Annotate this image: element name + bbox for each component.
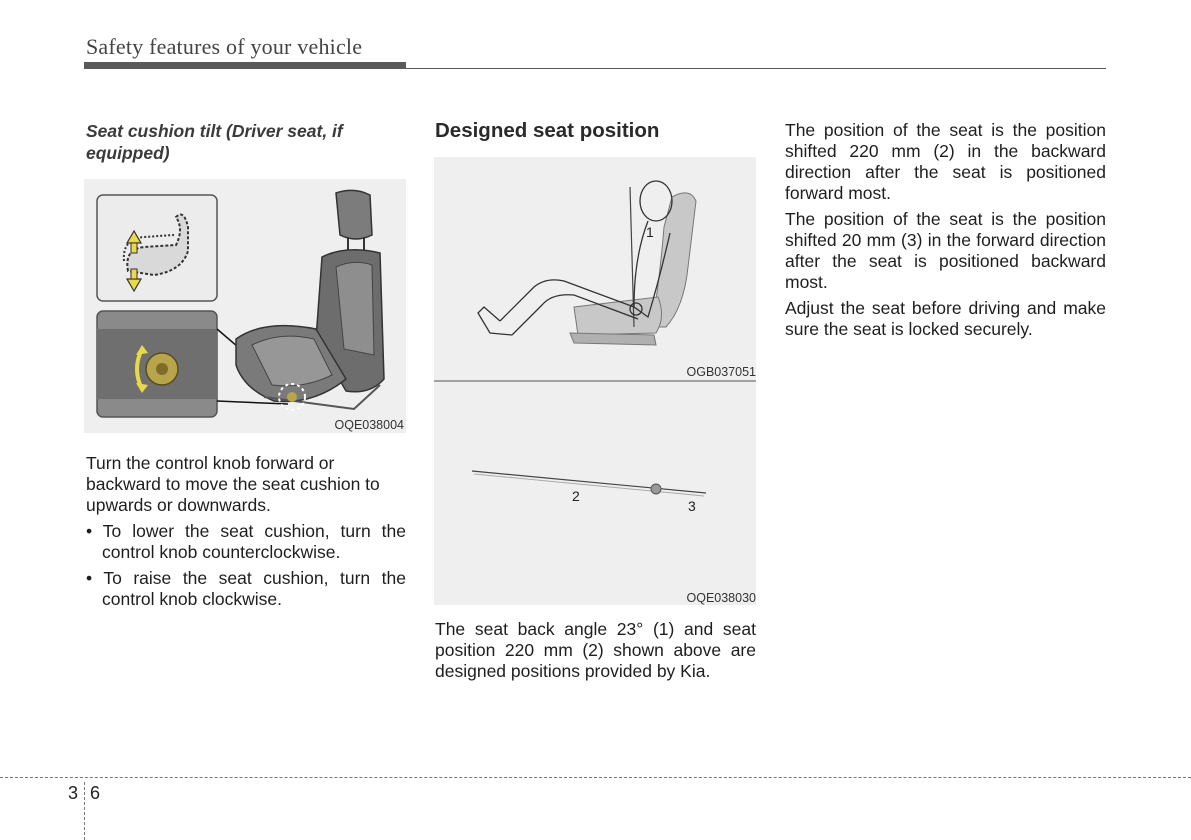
adjust-seat-paragraph: Adjust the seat before driving and make sure the seat is locked securely. xyxy=(785,298,1106,339)
seat-position-illustration xyxy=(434,157,756,605)
designed-seat-position-title: Designed seat position xyxy=(435,119,660,142)
chapter-number: 3 xyxy=(68,783,79,803)
figure-code-ogb037051: OGB037051 xyxy=(686,365,756,379)
bullet-lower: • To lower the seat cushion, turn the control knob counterclockwise. xyxy=(86,521,406,562)
knob-inset xyxy=(97,311,217,417)
bullet-raise: • To raise the seat cushion, turn the control knob clockwise. xyxy=(86,568,406,609)
seat-drawing xyxy=(236,190,384,410)
seat-cushion-figure xyxy=(84,179,406,433)
page-number: 6 xyxy=(90,783,101,803)
column3-body xyxy=(785,120,1106,340)
column1-body xyxy=(86,453,406,610)
figure-code-oqe038030: OQE038030 xyxy=(686,591,756,605)
designed-position-text: The seat back angle 23° (1) and seat position 220 mm (2) shown above are designed positions provided by Kia. xyxy=(435,619,756,681)
page-header-title: Safety features of your vehicle xyxy=(86,34,363,59)
seat-position-figure xyxy=(434,157,756,605)
seat-cushion-tilt-subheading: Seat cushion tilt (Driver seat, if equipped) xyxy=(86,121,343,163)
header-rule xyxy=(406,68,1106,69)
tilt-inset xyxy=(97,195,217,301)
position-backward-paragraph: The position of the seat is the position shifted 20 mm (3) in the forward direction after the seat is positioned backward most. xyxy=(785,209,1106,292)
label-1: 1 xyxy=(646,224,654,240)
footer-rule xyxy=(0,777,1191,778)
column2-body xyxy=(435,619,756,682)
header-bar xyxy=(84,62,406,69)
seat-track-diagram xyxy=(472,471,706,514)
figure-code-oqe038004: OQE038004 xyxy=(334,418,404,432)
cushion-intro-text: Turn the control knob forward or backward to move the seat cushion to upwards or downwards. xyxy=(86,453,380,515)
label-2: 2 xyxy=(572,488,580,504)
label-3: 3 xyxy=(688,498,696,514)
seat-cushion-illustration xyxy=(84,179,406,433)
footer-divider xyxy=(84,782,85,840)
position-forward-paragraph: The position of the seat is the position shifted 220 mm (2) in the backward direction after the seat is positioned forward most. xyxy=(785,120,1106,203)
occupant-diagram xyxy=(478,181,696,345)
